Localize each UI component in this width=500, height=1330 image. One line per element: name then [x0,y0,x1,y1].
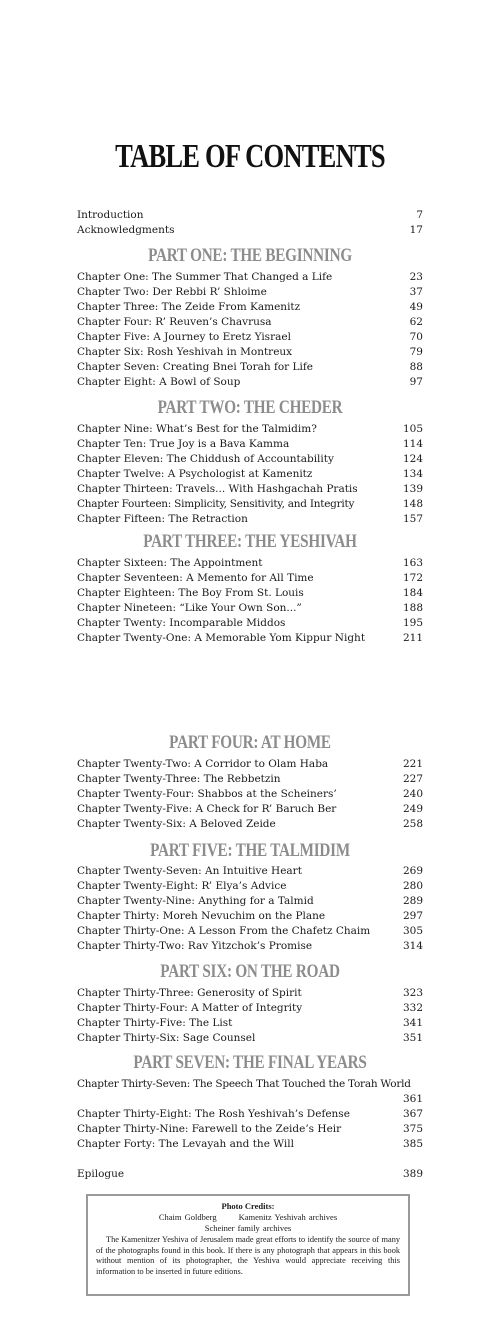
entry-title: Chapter Twenty-Six: A Beloved Zeide [77,818,276,830]
entry-page: 7 [416,209,423,221]
entry-page: 314 [402,940,423,952]
toc-entry [77,757,423,772]
entry-title: Chapter Thirty-Three: Generosity of Spirit [77,987,302,999]
entry-page: 114 [402,438,423,450]
toc-entry [77,345,423,360]
entry-page: 163 [402,557,423,569]
toc-entry-epilogue [77,1167,423,1182]
toc-entry [77,512,423,527]
toc-entry-introduction [77,208,423,223]
entry-page: 332 [402,1002,423,1014]
toc-entry [77,787,423,802]
entry-title: Chapter Eighteen: The Boy From St. Louis [77,587,304,599]
entry-title: Chapter Thirty: Moreh Nevuchim on the Plane [77,910,326,922]
entry-title: Chapter One: The Summer That Changed a Life [77,271,333,283]
toc-entry [77,601,423,616]
part-heading: PART FIVE: THE TALMIDIM [150,840,350,861]
entry-page: 49 [409,301,423,313]
entry-title: Chapter Twenty-Five: A Check for R’ Baruch Ber [77,803,337,815]
entry-page: 289 [402,895,423,907]
entry-page: 305 [402,925,423,937]
toc-entry [77,556,423,571]
entry-page: 211 [402,632,423,644]
entry-title: Chapter Two: Der Rebbi R’ Shloime [77,286,267,298]
entry-page: 280 [402,880,423,892]
entry-title: Chapter Thirty-Two: Rav Yitzchok’s Promise [77,940,313,952]
entry-page: 157 [402,513,423,525]
toc-entry [77,909,423,924]
toc-entry [77,1122,423,1137]
entry-page: 375 [402,1123,423,1135]
entry-page: 172 [402,572,423,584]
entry-title: Chapter Twenty-Nine: Anything for a Talmid [77,895,314,907]
toc-entry [77,1077,423,1092]
entry-title: Chapter Twenty-Eight: R’ Elya’s Advice [77,880,287,892]
toc-entry [77,894,423,909]
credits-sources-row [96,1223,400,1234]
entry-page: 195 [402,617,423,629]
entry-title: Chapter Twenty: Incomparable Middos [77,617,286,629]
entry-title: Chapter Fifteen: The Retraction [77,513,248,525]
toc-entry [77,1137,423,1152]
entry-title: Chapter Thirteen: Travels... With Hashgachah Pratis [77,483,358,495]
entry-title: Chapter Twenty-Four: Shabbos at the Scheiners’ [77,788,337,800]
toc-entry [77,924,423,939]
toc-entry [77,360,423,375]
toc-entry [77,315,423,330]
entry-title: Chapter Fourteen: Simplicity, Sensitivity, and Integrity [77,498,355,510]
entry-page: 62 [409,316,423,328]
entry-page: 23 [409,271,423,283]
entry-title: Chapter Thirty-Nine: Farewell to the Zeide’s Heir [77,1123,342,1135]
entry-page: 134 [402,468,423,480]
credit-source: Scheiner family archives [204,1223,292,1233]
entry-page: 188 [402,602,423,614]
toc-entry [77,452,423,467]
photo-credits-box [86,1194,410,1296]
entry-title: Epilogue [77,1168,125,1180]
toc-entry [77,285,423,300]
part-heading: PART FOUR: AT HOME [169,732,331,753]
entry-title: Acknowledgments [77,224,175,236]
entry-page: 385 [402,1138,423,1150]
entry-page: 341 [402,1017,423,1029]
entry-page: 148 [402,498,423,510]
entry-page: 97 [409,376,423,388]
credit-source: Kamenitz Yeshivah archives [238,1212,338,1222]
entry-page: 221 [402,758,423,770]
entry-page: 227 [402,773,423,785]
entry-title: Chapter Seven: Creating Bnei Torah for Life [77,361,313,373]
toc-entry [77,802,423,817]
entry-title: Chapter Eleven: The Chiddush of Accountability [77,453,334,465]
toc-entry [77,1031,423,1046]
toc-entry [77,330,423,345]
toc-entry [77,772,423,787]
toc-entry [77,422,423,437]
entry-title: Chapter Twenty-Two: A Corridor to Olam Haba [77,758,329,770]
entry-title: Chapter Forty: The Levayah and the Will [77,1138,294,1150]
toc-entry [77,1016,423,1031]
toc-entry-acknowledgments [77,223,423,238]
entry-page: 88 [409,361,423,373]
entry-title: Chapter Thirty-Five: The List [77,1017,233,1029]
credits-text: The Kamenitzer Yeshiva of Jerusalem made great efforts to identify the source of many of the photographs found in this book. If there is any photograph that appears in this book without mention of its photographer, the Yeshiva would appreciate receiving this information to be inserted in future editions. [96,1235,400,1276]
toc-entry [77,817,423,832]
part-heading: PART THREE: THE YESHIVAH [143,531,357,552]
entry-page: 361 [402,1093,423,1105]
entry-page: 139 [402,483,423,495]
credits-sources-row [96,1212,400,1223]
page-title: TABLE OF CONTENTS [115,138,385,175]
toc-entry [77,631,423,646]
entry-title: Chapter Thirty-Six: Sage Counsel [77,1032,256,1044]
part-heading: PART SEVEN: THE FINAL YEARS [133,1052,367,1073]
entry-title: Chapter Three: The Zeide From Kamenitz [77,301,301,313]
entry-title: Chapter Six: Rosh Yeshivah in Montreux [77,346,293,358]
entry-page: 240 [402,788,423,800]
toc-entry [77,1001,423,1016]
entry-title: Chapter Eight: A Bowl of Soup [77,376,241,388]
toc-entry [77,1107,423,1122]
entry-title: Chapter Thirty-Eight: The Rosh Yeshivah’s Defense [77,1108,350,1120]
credits-heading: Photo Credits: [221,1201,275,1211]
part-heading: PART TWO: THE CHEDER [157,397,343,418]
entry-title: Chapter Thirty-Seven: The Speech That Touched the Torah World [77,1078,411,1090]
toc-entry [77,497,423,512]
entry-title: Chapter Twelve: A Psychologist at Kamenitz [77,468,313,480]
toc-entry [77,571,423,586]
toc-entry [77,939,423,954]
entry-title: Chapter Thirty-One: A Lesson From the Chafetz Chaim [77,925,371,937]
toc-entry [77,467,423,482]
toc-entry [77,300,423,315]
entry-page: 79 [409,346,423,358]
entry-page: 323 [402,987,423,999]
entry-page: 17 [409,224,423,236]
toc-entry [77,437,423,452]
entry-title: Chapter Twenty-Three: The Rebbetzin [77,773,281,785]
toc-entry [77,864,423,879]
entry-page: 105 [402,423,423,435]
entry-title: Chapter Nineteen: “Like Your Own Son...” [77,602,302,614]
entry-title: Chapter Sixteen: The Appointment [77,557,263,569]
toc-entry [77,616,423,631]
entry-title: Chapter Ten: True Joy is a Bava Kamma [77,438,290,450]
entry-page: 258 [402,818,423,830]
entry-title: Chapter Twenty-One: A Memorable Yom Kippur Night [77,632,366,644]
entry-page: 389 [402,1168,423,1180]
entry-title: Introduction [77,209,144,221]
toc-entry [77,270,423,285]
entry-title: Chapter Twenty-Seven: An Intuitive Heart [77,865,302,877]
entry-page: 70 [409,331,423,343]
toc-entry [77,586,423,601]
part-heading: PART SIX: ON THE ROAD [160,961,340,982]
credit-source: Chaim Goldberg [158,1212,217,1222]
entry-page: 351 [402,1032,423,1044]
entry-page: 184 [402,587,423,599]
entry-page: 367 [402,1108,423,1120]
entry-title: Chapter Five: A Journey to Eretz Yisrael [77,331,291,343]
toc-entry [77,375,423,390]
entry-page: 297 [402,910,423,922]
toc-entry [77,482,423,497]
toc-entry [77,986,423,1001]
entry-page: 124 [402,453,423,465]
entry-page: 269 [402,865,423,877]
toc-entry [77,879,423,894]
entry-title: Chapter Thirty-Four: A Matter of Integrity [77,1002,303,1014]
entry-title: Chapter Four: R’ Reuven’s Chavrusa [77,316,272,328]
entry-title: Chapter Seventeen: A Memento for All Time [77,572,314,584]
part-heading: PART ONE: THE BEGINNING [148,245,352,266]
entry-page: 249 [402,803,423,815]
entry-page: 37 [409,286,423,298]
entry-title: Chapter Nine: What’s Best for the Talmidim? [77,423,317,435]
